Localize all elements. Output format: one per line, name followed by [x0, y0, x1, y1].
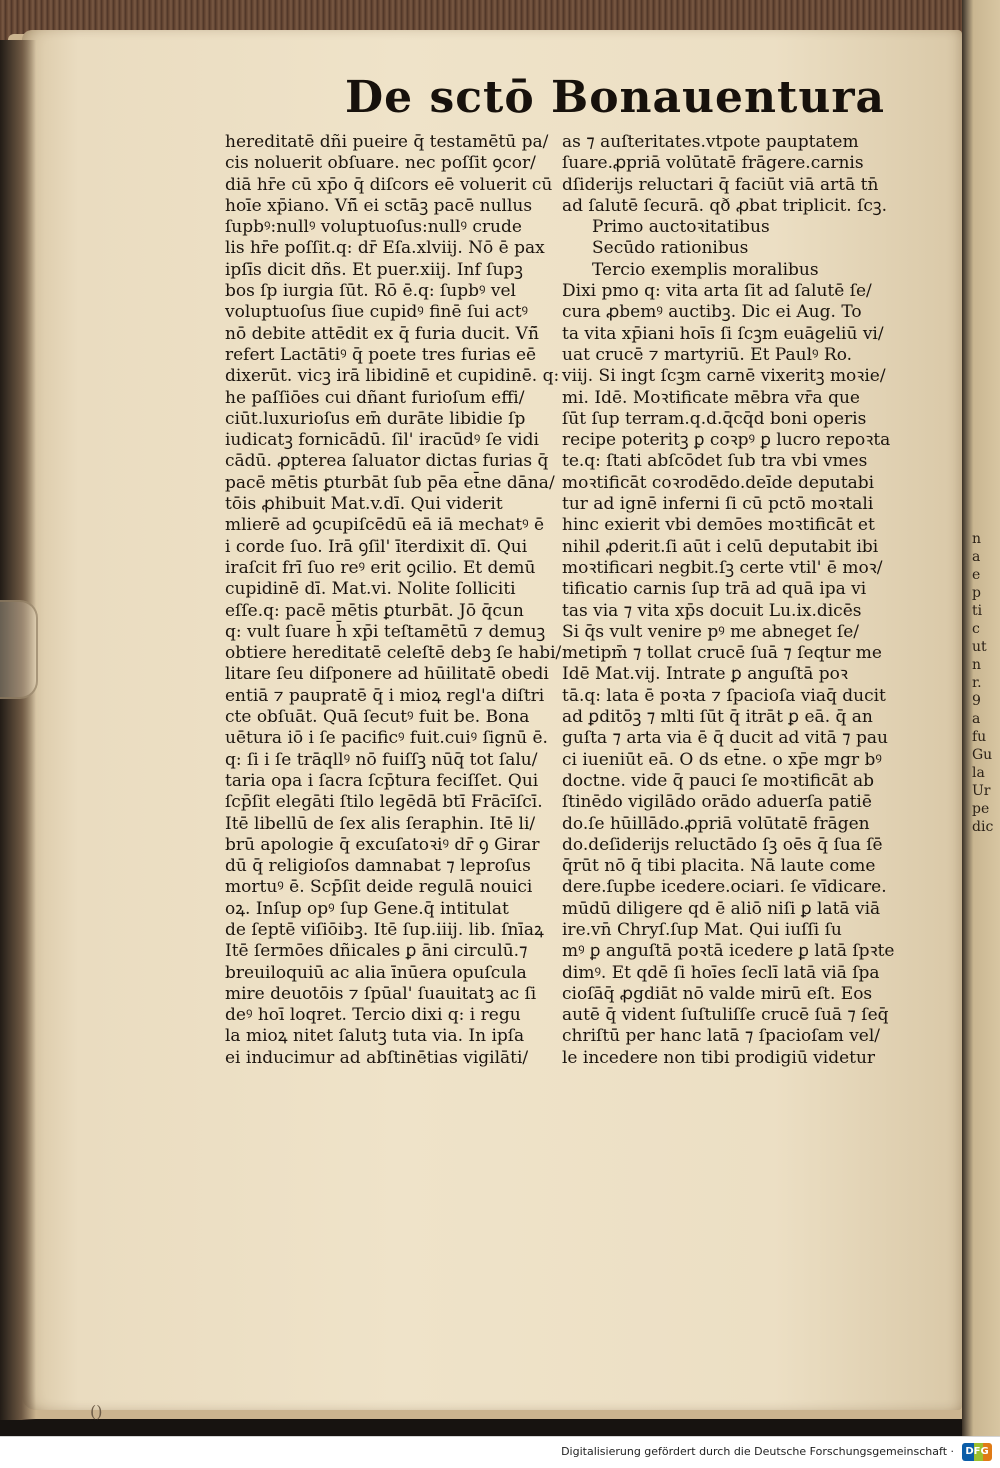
- text-line: guſta ⁊ arta via ē q̄ ducit ad vitā ⁊ pau: [562, 728, 888, 749]
- text-line: hereditatē dñi pueire q̄ testamētū pa/: [225, 132, 549, 152]
- edge-fragment: p: [972, 585, 981, 601]
- text-line: mi. Idē. Moꝛtificate mēbra vr̄a que: [562, 387, 860, 408]
- text-line: tur ad ignē inferni ſi cū pctō moꝛtali: [562, 494, 874, 515]
- text-line: viij. Si ingt ſcꝫm carnē vixeritꝫ moꝛie/: [562, 366, 886, 387]
- running-header: [345, 66, 886, 130]
- text-line: ſcp̄ſit elegāti ſtilo legēdā btī Frācīſcī.: [225, 792, 543, 813]
- text-line: voluptuoſus ſiue cupidꝰ finē ſui actꝰ: [225, 302, 529, 323]
- text-line: ei inducimur ad abſtinētias vigilāti/: [225, 1047, 529, 1068]
- text-line: q: ſi i ſe trāqllꝰ nō fuiſſꝫ nūq̄ tot ſalu/: [225, 749, 538, 770]
- edge-fragment: ti: [972, 603, 983, 619]
- text-line: mꝰ ꝑ anguſtā poꝛtā icedere ꝑ latā ſpꝛte: [562, 941, 895, 962]
- text-line: obtiere hereditatē celeſtē debꝫ ſe habi/: [225, 643, 562, 664]
- text-line: brū apologie q̄ excuſatoꝛiꝰ dr̄ ꝯ Girar: [225, 834, 540, 855]
- text-line: do.ſe hūillādo.ꝓpriā volūtatē frāgen: [562, 813, 870, 834]
- text-line: mortuꝰ ē. Scp̄ſit deide regulā nouici: [225, 877, 533, 898]
- text-line: ta vita xp̄iani hoīs ſi ſcꝫm euāgeliū vi/: [562, 323, 884, 344]
- header-text: De sctō Bonauentura: [345, 72, 886, 123]
- text-line: he paſſiōes cui dñant furioſum effi/: [225, 387, 525, 408]
- text-line: ipſīs dicit dñs. Et puer.xiij. Inf ſupꝫ: [225, 259, 523, 280]
- edge-fragment: la: [972, 765, 985, 781]
- text-line: eſſe.q: pacē mētis ꝑturbāt. Jō q̄cun: [225, 600, 524, 621]
- text-line: q̄rūt nō q̄ tibi placita. Nā laute come: [562, 856, 876, 877]
- edge-fragment: e: [972, 567, 981, 583]
- text-line: moꝛtificāt coꝛrodēdo.deīde deputabi: [562, 472, 875, 493]
- edge-fragment: a: [972, 549, 981, 565]
- text-line: cioſāq̄ ꝓgdiāt nō valde mirū eſt. Eos: [562, 983, 873, 1004]
- text-line: entiā ⁊ paupratē q̄ i mioꝝ regl'a diſtri: [225, 685, 545, 706]
- text-line: dimꝰ. Et qdē ſi hoīes ſeclī latā viā ſpa: [562, 962, 880, 983]
- edge-fragment: c: [972, 621, 980, 637]
- text-line: le incedere non tibi prodigiū videtur: [562, 1047, 876, 1068]
- text-line: ſuare.ꝓpriā volūtatē frāgere.carnis: [562, 153, 864, 174]
- text-line: taria opa i ſacra ſcp̄tura feciſſet. Qui: [225, 770, 539, 791]
- edge-fragment: ut: [972, 639, 987, 655]
- text-line: lis hr̄e poſſit.q: dr̄ Eſa.xlviij. Nō ē pax: [225, 238, 545, 259]
- text-line: tōis ꝓhibuit Mat.v.dī. Qui viderit: [225, 494, 503, 515]
- text-line: pacē mētis ꝑturbāt ſub pēa et̄ne dāna/: [225, 472, 555, 493]
- text-line: de ſeptē viſiōibꝫ. Itē ſup.iiij. lib. ſnīaꝝ: [225, 919, 544, 940]
- edge-fragment: Ur: [972, 783, 991, 799]
- text-line: Itē libellū de ſex alis ſeraphin. Itē li/: [225, 813, 536, 834]
- text-line: i corde ſuo. Irā ꝯſil' īterdixit dī. Qui: [225, 536, 528, 557]
- text-line: uētura iō i ſe pacificꝰ fuit.cuiꝰ ſignū ē.: [225, 728, 548, 749]
- text-line: as ⁊ auſteritates.vtpote pauptatem: [562, 132, 859, 152]
- text-line: metipm̄ ⁊ tollat crucē ſuā ⁊ ſeqtur me: [562, 643, 882, 664]
- edge-fragment: a: [972, 711, 981, 727]
- edge-fragment: n: [972, 531, 982, 547]
- text-line: tā.q: lata ē poꝛta ⁊ ſpacioſa viaq̄ ducit: [562, 685, 886, 706]
- text-line: iraſcit frī ſuo reꝰ erit ꝯcilio. Et demū: [225, 557, 536, 578]
- edge-fragment: 9: [972, 693, 981, 709]
- text-line: autē q̄ vident ſuſtuliſſe crucē ſuā ⁊ ſeq̄: [562, 1005, 889, 1026]
- text-line: cura ꝓbemꝰ auctibꝫ. Dic ei Aug. To: [562, 302, 862, 323]
- edge-fragment: fu: [972, 729, 987, 745]
- text-line: Primo auctoꝛitatibus: [592, 217, 770, 238]
- text-line: la mioꝝ nitet ſalutꝫ tuta via. In ipſa: [225, 1026, 525, 1047]
- text-line: tificatio carnis ſup trā ad quā ipa vi: [562, 579, 867, 600]
- text-line: te.q: ſtati abſcōdet ſub tra vbi vmes: [562, 451, 868, 472]
- text-line: ad ſalutē ſecurā. qð ꝓbat triplicit. ſcꝫ.: [562, 195, 888, 216]
- text-line: q: vult ſuare h̄ xp̄i teſtamētū ⁊ demuꝫ: [225, 621, 546, 642]
- text-line: dū q̄ religioſos damnabat ⁊ leproſus: [225, 856, 531, 877]
- text-line: tas via ⁊ vita xp̄s docuit Lu.ix.dicēs: [562, 600, 862, 621]
- text-line: do.deſiderijs reluctādo ſꝫ oēs q̄ ſua ſē: [562, 834, 883, 855]
- text-line: moꝛtificari negbit.ſꝫ certe vtil' ē moꝛ/: [562, 557, 883, 578]
- text-line: ſtinēdo vigilādo orādo aduerſa patiē: [562, 792, 872, 813]
- text-line: dſiderijs reluctari q̄ faciūt viā artā tn̄: [562, 174, 879, 195]
- text-line: breuiloquiū ac alia īnūera opuſcula: [225, 962, 527, 983]
- edge-fragment: pe: [972, 801, 990, 817]
- text-line: oꝝ. Inſup opꝰ ſup Gene.q̄ intitulat: [225, 898, 509, 919]
- text-line: hoīe xp̄iano. Vñ̄ ei sctāꝫ pacē nullus: [225, 195, 533, 216]
- edge-fragment: dic: [972, 819, 994, 835]
- text-line: dixerūt. vicꝫ irā libidinē et cupidinē. q:: [225, 366, 560, 387]
- text-line: hinc exierit vbi demōes moꝛtificāt et: [562, 515, 875, 536]
- text-line: chriſtū per hanc latā ⁊ ſpacioſam vel/: [562, 1026, 881, 1047]
- text-line: cupidinē dī. Mat.vi. Nolite ſolliciti: [225, 579, 516, 600]
- text-line: ire.vn̄ Chryſ.ſup Mat. Qui iuſſi ſu: [562, 919, 842, 940]
- text-line: Idē Mat.vij. Intrate ꝑ anguſtā poꝛ: [562, 664, 848, 685]
- text-line: recipe poteritꝫ ꝑ coꝛpꝰ ꝑ lucro repoꝛta: [562, 430, 891, 451]
- left-text-column: [225, 132, 570, 1069]
- text-line: ciūt.luxurioſus em̄ durāte libidie ſp: [225, 408, 526, 429]
- text-line: nō debite attēdit ex q̄ furia ducit. Vñ̄: [225, 323, 539, 344]
- text-line: litare ſeu diſponere ad hūilitatē obedi: [225, 664, 549, 685]
- text-line: Secūdo rationibus: [592, 238, 749, 259]
- text-line: dere.ſupbe icedere.ociari. ſe vīdicare.: [562, 877, 887, 898]
- right-text-column: [562, 132, 895, 1069]
- dfg-logo-icon: DFG: [962, 1443, 992, 1461]
- text-line: ad ꝑditōꝫ ⁊ mlti ſūt q̄ itrāt ꝑ eā. q̄ an: [562, 707, 873, 728]
- text-line: cādū. ꝓpterea ſaluator dictas furias q̄: [225, 451, 549, 472]
- text-line: Tercio exemplis moralibus: [592, 259, 819, 280]
- text-line: ſupbꝰ:nullꝰ voluptuoſus:nullꝰ crude: [225, 217, 522, 238]
- text-line: mlierē ad ꝯcupiſcēdū eā iā mechatꝰ ē: [225, 515, 545, 536]
- text-line: Dixi pmo q: vita arta ſit ad ſalutē ſe/: [562, 281, 872, 302]
- text-line: mire deuotōis ⁊ ſpūal' ſuauitatꝫ ac ſi: [225, 983, 537, 1004]
- footer-credit-text: Digitalisierung gefördert durch die Deutsche Forschungsgemeinschaft ·: [561, 1445, 954, 1458]
- text-line: nihil ꝓderit.ſi aūt i celū deputabit ibi: [562, 536, 879, 557]
- binding-shadow: [0, 40, 36, 1420]
- text-line: deꝰ hoī loqret. Tercio dixi q: i regu: [225, 1005, 521, 1026]
- text-line: diā hr̄e cū xp̄o q̄ diſcors eē voluerit cū: [225, 174, 553, 195]
- edge-fragment: Gu: [972, 747, 993, 763]
- text-line: refert Lactātiꝰ q̄ poete tres furias eē: [225, 344, 537, 365]
- text-line: cte obſuāt. Quā ſecutꝰ fuit be. Bona: [225, 707, 530, 728]
- text-line: Itē ſermōes dñicales ꝑ āni circulū.⁊: [225, 941, 528, 962]
- text-line: Si q̄s vult venire pꝰ me abneget ſe/: [562, 621, 860, 642]
- text-line: doctne. vide q̄ pauci ſe moꝛtificāt ab: [562, 770, 874, 791]
- text-line: mūdū diligere qd ē aliō niſi ꝑ latā viā: [562, 898, 881, 919]
- text-line: ci iueniūt eā. O ds et̄ne. o xp̄e mgr bꝰ: [562, 749, 882, 770]
- text-line: cis noluerit obſuare. nec poſſit ꝯcor/: [225, 153, 536, 174]
- text-line: bos ſp iurgia ſūt. Rō ē.q: ſupbꝰ vel: [225, 281, 516, 302]
- text-line: iudicatꝫ fornicādū. ſil' iracūdꝰ ſe vidi: [225, 430, 539, 451]
- digitization-footer: [0, 1436, 1000, 1468]
- edge-fragment: r.: [972, 675, 982, 691]
- text-line: uat crucē ⁊ martyriū. Et Paulꝰ Ro.: [562, 344, 853, 365]
- facing-page-text-fragments: [972, 530, 1000, 836]
- page-mark: (): [90, 1402, 103, 1421]
- page-holder-strap: [0, 600, 38, 699]
- edge-fragment: n: [972, 657, 982, 673]
- text-line: ſūt ſup terram.q.d.q̄cq̄d boni operis: [562, 408, 867, 429]
